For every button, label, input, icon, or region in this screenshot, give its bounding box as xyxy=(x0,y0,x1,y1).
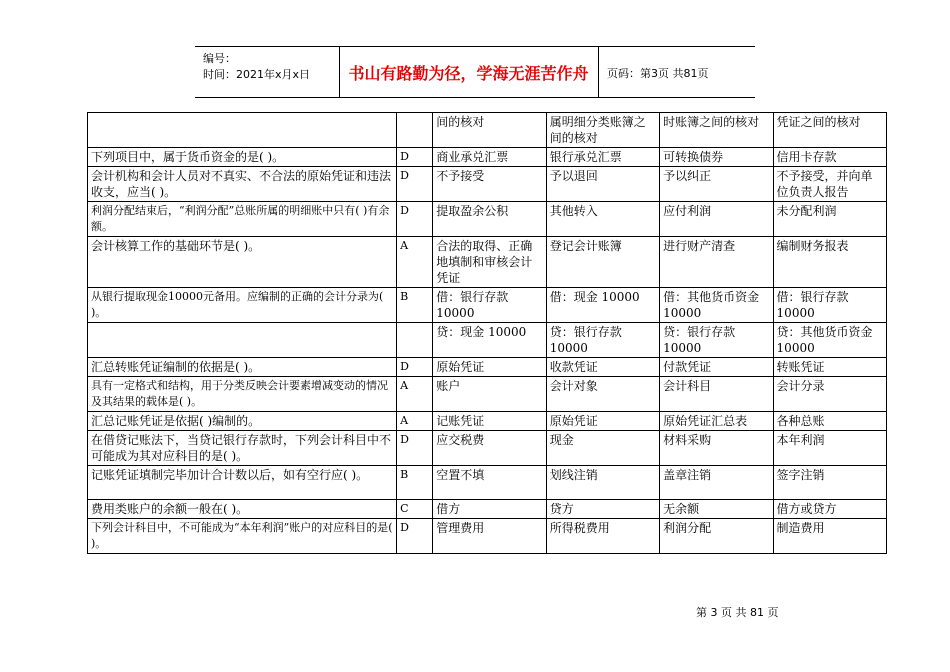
answer-cell: B xyxy=(397,288,433,323)
option-cell: 其他转入 xyxy=(546,202,659,237)
option-cell: 贷：现金 10000 xyxy=(433,323,546,358)
answer-cell: A xyxy=(397,377,433,412)
option-cell: 现金 xyxy=(546,431,659,466)
option-cell: 收款凭证 xyxy=(546,358,659,377)
option-cell: 原始凭证 xyxy=(433,358,546,377)
option-cell: 借：其他货币资金 10000 xyxy=(660,288,773,323)
question-cell: 具有一定格式和结构，用于分类反映会计要素增减变动的情况及其结果的载体是( )。 xyxy=(88,377,397,412)
table-cell: 凭证之间的核对 xyxy=(773,113,886,148)
table-row xyxy=(88,237,887,288)
option-cell: 利润分配 xyxy=(660,519,773,554)
table-row xyxy=(88,358,887,377)
option-cell: 贷：其他货币资金 10000 xyxy=(773,323,886,358)
question-cell: 利润分配结束后，“利润分配”总账所属的明细账中只有( )有余额。 xyxy=(88,202,397,237)
header-motto: 书山有路勤为径，学海无涯苦作舟 xyxy=(348,64,589,83)
option-cell: 商业承兑汇票 xyxy=(433,148,546,167)
option-cell: 账户 xyxy=(433,377,546,412)
answer-cell: B xyxy=(397,466,433,500)
option-cell: 不予接受 xyxy=(433,167,546,202)
date-label: 时间：2021年x月x日 xyxy=(203,68,311,81)
option-cell: 会计科目 xyxy=(660,377,773,412)
answer-cell: A xyxy=(397,412,433,431)
option-cell: 合法的取得、正确地填制和审核会计凭证 xyxy=(433,237,546,288)
answer-cell: D xyxy=(397,167,433,202)
table-row xyxy=(88,323,887,358)
question-cell: 记账凭证填制完毕加计合计数以后，如有空行应( )。 xyxy=(88,466,397,500)
header-meta xyxy=(203,51,310,83)
question-cell: 汇总记账凭证是依据( )编制的。 xyxy=(88,412,397,431)
answer-cell xyxy=(397,323,433,358)
option-cell: 登记会计账簿 xyxy=(546,237,659,288)
table-row xyxy=(88,377,887,412)
table-row xyxy=(88,167,887,202)
answer-cell: C xyxy=(397,500,433,519)
table-cell xyxy=(88,113,397,148)
option-cell: 贷方 xyxy=(546,500,659,519)
option-cell: 所得税费用 xyxy=(546,519,659,554)
option-cell: 应交税费 xyxy=(433,431,546,466)
option-cell: 可转换债券 xyxy=(660,148,773,167)
answer-cell: D xyxy=(397,519,433,554)
option-cell: 贷：银行存款10000 xyxy=(660,323,773,358)
table-cell: 间的核对 xyxy=(433,113,546,148)
option-cell: 借：银行存款10000 xyxy=(433,288,546,323)
option-cell: 原始凭证 xyxy=(546,412,659,431)
option-cell: 会计对象 xyxy=(546,377,659,412)
serial-label: 编号： xyxy=(203,52,236,65)
option-cell: 签字注销 xyxy=(773,466,886,500)
table-row xyxy=(88,113,887,148)
question-cell: 从银行提取现金10000元备用。应编制的正确的会计分录为( )。 xyxy=(88,288,397,323)
table-row xyxy=(88,288,887,323)
option-cell: 信用卡存款 xyxy=(773,148,886,167)
table-row xyxy=(88,500,887,519)
question-cell: 会计核算工作的基础环节是( )。 xyxy=(88,237,397,288)
table-cell: 属明细分类账簿之间的核对 xyxy=(546,113,659,148)
table-row xyxy=(88,148,887,167)
page-header xyxy=(195,46,755,98)
option-cell: 无余额 xyxy=(660,500,773,519)
option-cell: 付款凭证 xyxy=(660,358,773,377)
option-cell: 管理费用 xyxy=(433,519,546,554)
header-divider xyxy=(598,47,599,97)
table-row xyxy=(88,519,887,554)
option-cell: 借：现金 10000 xyxy=(546,288,659,323)
option-cell: 借方或贷方 xyxy=(773,500,886,519)
option-cell: 应付利润 xyxy=(660,202,773,237)
table-row xyxy=(88,466,887,500)
option-cell: 制造费用 xyxy=(773,519,886,554)
question-cell: 会计机构和会计人员对不真实、不合法的原始凭证和违法收支，应当( )。 xyxy=(88,167,397,202)
answer-cell: D xyxy=(397,202,433,237)
question-table xyxy=(87,112,887,554)
page-footer: 第 3 页 共 81 页 xyxy=(696,606,779,619)
option-cell: 银行承兑汇票 xyxy=(546,148,659,167)
question-cell xyxy=(88,323,397,358)
option-cell: 不予接受，并向单位负责人报告 xyxy=(773,167,886,202)
question-cell: 汇总转账凭证编制的依据是( )。 xyxy=(88,358,397,377)
table-cell: 时账簿之间的核对 xyxy=(660,113,773,148)
question-cell: 费用类账户的余额一般在( )。 xyxy=(88,500,397,519)
question-cell: 下列会计科目中，不可能成为“本年利润”账户的对应科目的是( )。 xyxy=(88,519,397,554)
option-cell: 借方 xyxy=(433,500,546,519)
option-cell: 空置不填 xyxy=(433,466,546,500)
option-cell: 盖章注销 xyxy=(660,466,773,500)
option-cell: 材料采购 xyxy=(660,431,773,466)
option-cell: 予以退回 xyxy=(546,167,659,202)
option-cell: 会计分录 xyxy=(773,377,886,412)
option-cell: 划线注销 xyxy=(546,466,659,500)
answer-cell: A xyxy=(397,237,433,288)
option-cell: 各种总账 xyxy=(773,412,886,431)
table-row xyxy=(88,412,887,431)
table-row xyxy=(88,431,887,466)
option-cell: 未分配利润 xyxy=(773,202,886,237)
question-cell: 下列项目中，属于货币资金的是( )。 xyxy=(88,148,397,167)
option-cell: 转账凭证 xyxy=(773,358,886,377)
question-cell: 在借贷记账法下，当贷记银行存款时，下列会计科目中不可能成为其对应科目的是( )。 xyxy=(88,431,397,466)
option-cell: 提取盈余公积 xyxy=(433,202,546,237)
option-cell: 编制财务报表 xyxy=(773,237,886,288)
option-cell: 原始凭证汇总表 xyxy=(660,412,773,431)
answer-cell: D xyxy=(397,148,433,167)
answer-cell: D xyxy=(397,358,433,377)
option-cell: 记账凭证 xyxy=(433,412,546,431)
option-cell: 进行财产清查 xyxy=(660,237,773,288)
option-cell: 贷：银行存款10000 xyxy=(546,323,659,358)
answer-cell: D xyxy=(397,431,433,466)
option-cell: 借：银行存款10000 xyxy=(773,288,886,323)
option-cell: 予以纠正 xyxy=(660,167,773,202)
table-cell xyxy=(397,113,433,148)
header-page-number: 页码：第3页 共81页 xyxy=(607,67,709,80)
table-row xyxy=(88,202,887,237)
option-cell: 本年利润 xyxy=(773,431,886,466)
